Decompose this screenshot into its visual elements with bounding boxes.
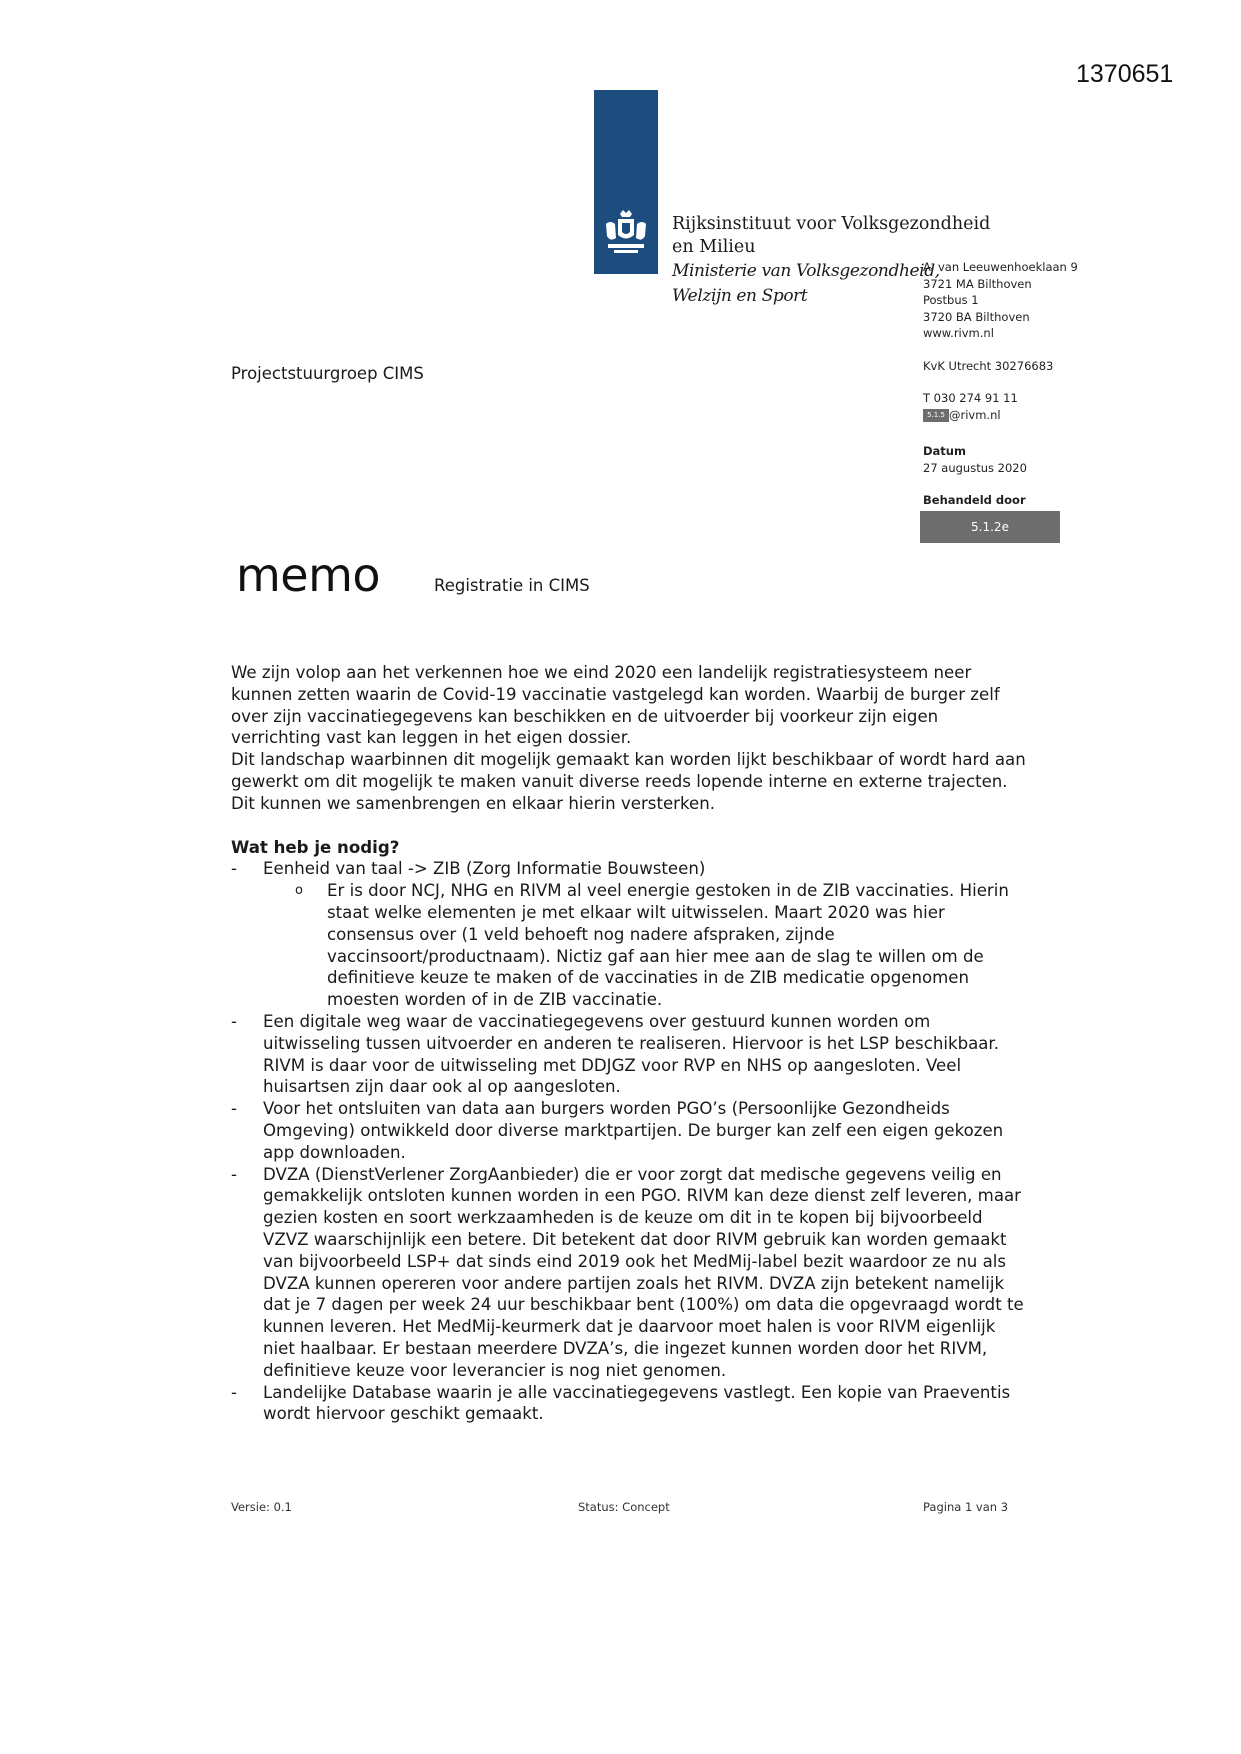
address-phone: T 030 274 91 11 xyxy=(923,391,1018,405)
behandeld-redaction: 5.1.2e xyxy=(920,511,1060,543)
list-item: - Een digitale weg waar de vaccinatiegegevens over gestuurd kunnen worden om uitwisseling tussen uitvoerder en anderen te realiseren. Hiervoor is het LSP beschikbaar. RIVM is daar voor de uitwisseling met DDJGZ voor RVP en NHS op aangesloten. Veel huisartsen zijn daar ook al op aangesloten. xyxy=(231,1011,1000,1097)
address-website: www.rivm.nl xyxy=(923,326,994,340)
org-name-line1: Rijksinstituut voor Volksgezondheid xyxy=(672,214,991,234)
coat-of-arms-icon xyxy=(600,208,652,258)
recipient: Projectstuurgroep CIMS xyxy=(231,364,424,383)
datum-label: Datum xyxy=(923,444,966,458)
rijksoverheid-logo xyxy=(594,90,658,274)
behandeld-label: Behandeld door xyxy=(923,493,1026,507)
address-kvk: KvK Utrecht 30276683 xyxy=(923,358,1054,373)
address-street: A. van Leeuwenhoeklaan 9 xyxy=(923,260,1078,274)
address-postbus: Postbus 1 xyxy=(923,293,979,307)
address-email xyxy=(923,407,1078,424)
list-item: - Eenheid van taal -> ZIB (Zorg Informatie Bouwsteen) xyxy=(231,859,706,879)
sub-list-item: o Er is door NCJ, NHG en RIVM al veel energie gestoken in de ZIB vaccinaties. Hierin staat welke elementen je met elkaar wilt uitwisselen. Maart 2020 was hier consensus over (1 veld behoeft nog nadere afspraken, zijnde vaccinsoort/productnaam). Nictiz gaf aan hier mee aan de slag te willen om de definitieve keuze te maken of de vaccinaties in de ZIB medicatie opgenomen moesten worden of in de ZIB vaccinatie. xyxy=(295,881,1009,1010)
footer-status: Status: Concept xyxy=(578,1500,670,1514)
ministry-line2: Welzijn en Sport xyxy=(672,286,808,306)
memo-title: memo xyxy=(236,548,381,602)
list-item: - Voor het ontsluiten van data aan burgers worden PGO’s (Persoonlijke Gezondheids Omgeving) ontwikkeld door diverse marktpartijen. De burger kan zelf een eigen gekozen app downloaden. xyxy=(231,1099,1004,1162)
footer-version: Versie: 0.1 xyxy=(231,1500,292,1514)
ministry-line1: Ministerie van Volksgezondheid, xyxy=(672,261,940,281)
section-heading: Wat heb je nodig? xyxy=(231,837,400,857)
list-item: - Landelijke Database waarin je alle vaccinatiegegevens vastlegt. Een kopie van Praeventis wordt hiervoor geschikt gemaakt. xyxy=(231,1382,1011,1424)
body-paragraph-2: Dit landschap waarbinnen dit mogelijk gemaakt kan worden lijkt beschikbaar of wordt hard aan gewerkt om dit mogelijk te maken vanuit diverse reeds lopende interne en externe trajecten. Dit kunnen we samenbrengen en elkaar hierin versterken. xyxy=(231,750,1026,813)
org-name-line2: en Milieu xyxy=(672,237,756,257)
list-item: - DVZA (DienstVerlener ZorgAanbieder) die er voor zorgt dat medische gegevens veilig en gemakkelijk ontsloten kunnen worden in een PGO. RIVM kan deze dienst zelf leveren, maar gezien kosten en soort werkzaamheden is de keuze om dit in te kopen bij bijvoorbeeld VZVZ waarschijnlijk een betere. Dit betekent dat door RIVM gebruik kan worden gemaakt van bijvoorbeeld LSP+ dat sinds eind 2019 ook het MedMij-label bezit waardoor ze nu als DVZA kunnen opereren voor andere partijen zoals het RIVM. DVZA zijn betekent namelijk dat je 7 dagen per week 24 uur beschikbaar bent (100%) om data die opgevraagd wordt te kunnen leveren. Het MedMij-keurmerk dat je daarvoor moet halen is voor RIVM eigenlijk niet haalbaar. Er bestaan meerdere DVZA’s, die ingezet kunnen worden door het RIVM, definitieve keuze voor leverancier is nog niet genomen. xyxy=(231,1164,1024,1380)
email-redaction: 5.1.5 xyxy=(923,409,949,422)
memo-body xyxy=(231,662,1031,1425)
address-postbus-code: 3720 BA Bilthoven xyxy=(923,309,1030,324)
address-block xyxy=(923,259,1078,423)
memo-subject: Registratie in CIMS xyxy=(434,576,590,595)
address-postcode: 3721 MA Bilthoven xyxy=(923,276,1032,291)
document-number: 1370651 xyxy=(1076,60,1174,88)
body-paragraph-1: We zijn volop aan het verkennen hoe we eind 2020 een landelijk registratiesysteem neer kunnen zetten waarin de Covid-19 vaccinatie vastgelegd kan worden. Waarbij de burger zelf over zijn vaccinatiegegevens kan beschikken en de uitvoerder bij voorkeur zijn eigen verrichting vast kan leggen in het eigen dossier. xyxy=(231,663,1000,748)
circle-bullet-icon: o xyxy=(295,883,303,899)
footer-page-number: Pagina 1 van 3 xyxy=(923,1500,1009,1514)
email-domain: @rivm.nl xyxy=(949,407,1001,422)
datum-value: 27 augustus 2020 xyxy=(923,461,1027,475)
